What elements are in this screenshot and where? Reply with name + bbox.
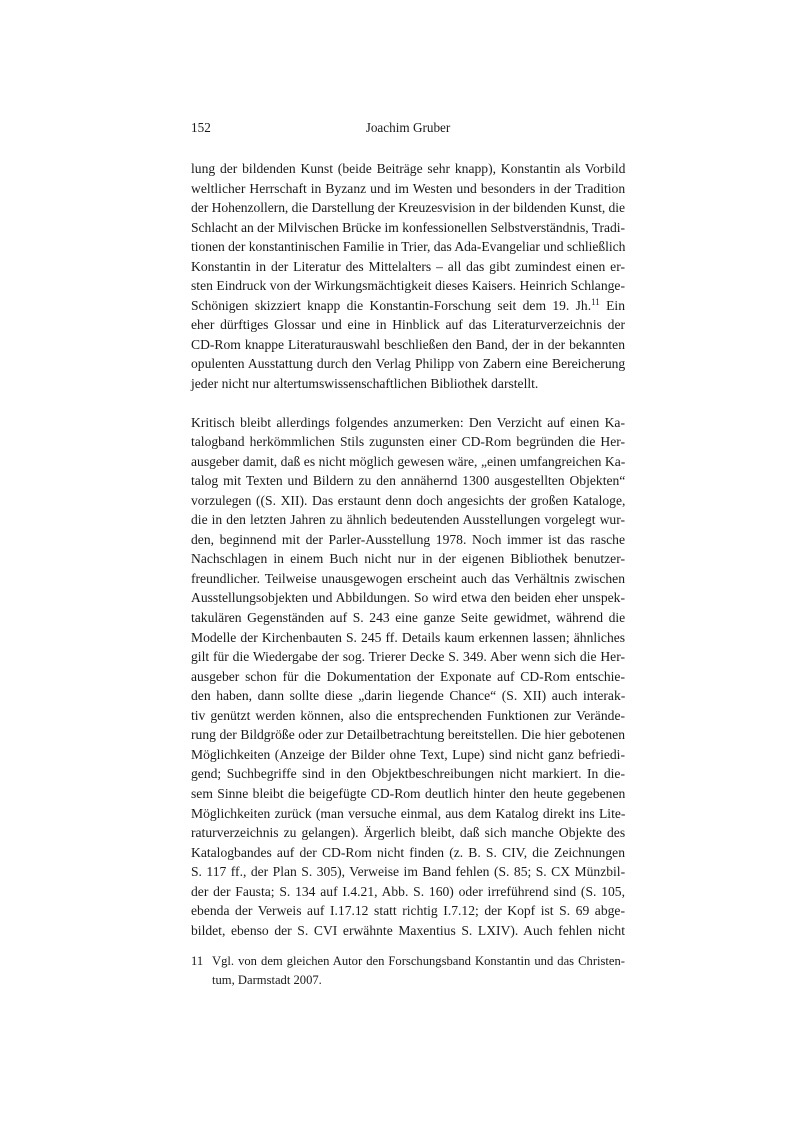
- text-line: die in den letzten Jahren zu ähnlich bedeutenden Ausstellungen vorgelegt wur-: [191, 512, 625, 528]
- text-line: Ausstellungsobjekten und Abbildungen. So wird etwa den beiden eher unspek-: [191, 590, 625, 606]
- running-title: Joachim Gruber: [365, 120, 451, 135]
- text-line: der der Fausta; S. 134 auf I.4.21, Abb. S. 160) oder irreführend sind (S. 105,: [191, 883, 625, 899]
- text-line: ausgeber damit, daß es nicht möglich gewesen wäre, „einen umfangreichen Ka-: [191, 453, 626, 469]
- text-line: opulenten Ausstattung durch den Verlag Philipp von Zabern eine Bereicherung: [191, 356, 626, 372]
- text-line: Nachschlagen in einem Buch nicht nur in der eigenen Bibliothek benutzer-: [191, 551, 625, 567]
- text-line: den, beginnend mit der Parler-Ausstellung 1978. Noch immer ist das rasche: [191, 531, 625, 547]
- text-line: ebenda der Verweis auf I.17.12 statt richtig I.7.12; der Kopf ist S. 69 abge-: [191, 903, 625, 919]
- text-line: jeder nicht nur altertumswissenschaftlichen Bibliothek darstellt.: [191, 376, 539, 392]
- footnote-number: 11: [191, 954, 204, 969]
- text-line: Möglichkeiten zurück (man versuche einmal, aus dem Katalog direkt ins Lite-: [191, 805, 626, 821]
- footnote-text: [212, 952, 625, 989]
- text-line: eher dürftiges Glossar und eine in Hinblick auf das Literaturverzeichnis der: [191, 317, 625, 333]
- text-line: talogband herkömmlichen Stils zugunsten einer CD-Rom begründen die Her-: [191, 434, 626, 450]
- text-line: den haben, dann sollte diese „darin liegende Chance“ (S. XII) auch interak-: [191, 688, 626, 704]
- page-number: 152: [191, 120, 211, 135]
- text-line: tum, Darmstadt 2007.: [212, 972, 322, 987]
- text-line: Konstantin in der Literatur des Mittelalters – all das gibt zumindest einen er-: [191, 258, 625, 274]
- text-line: talog mit Texten und Bildern zu den annähernd 1300 ausgestellten Objekten“: [191, 473, 626, 489]
- text-line: tiv genützt werden können, also die entsprechenden Funktionen zur Verände-: [191, 707, 625, 723]
- text-line: gend; Suchbegriffe sind in den Objektbeschreibungen nicht markiert. In die-: [191, 766, 625, 782]
- text-line: S. 117 ff., der Plan S. 305), Verweise im Band fehlen (S. 85; S. CX Münzbil-: [191, 864, 626, 880]
- text-line: bildet, ebenso der S. CVI erwähnte Maxentius S. LXIV). Auch fehlen nicht: [191, 922, 625, 938]
- running-head: [191, 118, 625, 138]
- text-line: rung der Bildgröße oder zur Detailbetrachtung bereitstellen. Die hier gebotenen: [191, 727, 625, 743]
- page: [191, 118, 625, 989]
- text-line: lung der bildenden Kunst (beide Beiträge sehr knapp), Konstantin als Vorbild: [191, 161, 626, 176]
- text-line: ausgeber schon für die Dokumentation der Exponate auf CD-Rom entschie-: [191, 668, 625, 684]
- text-line: Katalogbandes auf der CD-Rom nicht finden (z. B. S. CIV, die Zeichnungen: [191, 844, 625, 860]
- text-line: Schlacht an der Milvischen Brücke im konfessionellen Selbstverständnis, Tradi-: [191, 219, 626, 235]
- text-line: takulären Gegenständen auf S. 243 eine ganze Seite gewidmet, während die: [191, 610, 626, 626]
- paragraph-2: [191, 413, 625, 941]
- footnote: [191, 952, 625, 989]
- text-segment: Ein: [599, 297, 625, 313]
- text-line-with-footnote: [191, 296, 625, 316]
- text-segment: Schönigen skizziert knapp die Konstantin-Forschung seit dem 19. Jh.: [191, 297, 592, 313]
- footnote-ref[interactable]: 11: [591, 296, 600, 307]
- body-text: [191, 159, 625, 940]
- text-line: Kritisch bleibt allerdings folgendes anzumerken: Den Verzicht auf einen Ka-: [191, 414, 625, 430]
- text-line: sem Sinne bleibt die beigefügte CD-Rom deutlich hinter den heute gegebenen: [191, 785, 626, 801]
- text-line: Modelle der Kirchenbauten S. 245 ff. Details kaum erkennen lassen; ähnliches: [191, 629, 626, 645]
- text-line: sten Eindruck von der Wirkungsmächtigkeit dieses Kaisers. Heinrich Schlange-: [191, 278, 625, 294]
- text-line: Möglichkeiten (Anzeige der Bilder ohne Text, Lupe) sind nicht ganz befriedi-: [191, 746, 625, 762]
- text-line: freundlicher. Teilweise unausgewogen erscheint auch das Verhältnis zwischen: [191, 570, 625, 586]
- text-line: Vgl. von dem gleichen Autor den Forschungsband Konstantin und das Christen-: [212, 954, 625, 969]
- text-line: gilt für die Wiedergabe der sog. Trierer Decke S. 349. Aber wenn sich die Her-: [191, 649, 625, 665]
- text-line: vorzulegen ((S. XII). Das erstaunt denn doch angesichts der großen Kataloge,: [191, 492, 626, 508]
- paragraph-1: [191, 159, 625, 394]
- text-line: weltlicher Herrschaft in Byzanz und im Westen und besonders in der Tradition: [191, 180, 626, 196]
- text-line: CD-Rom knappe Literaturauswahl beschließen den Band, der in der bekannten: [191, 336, 625, 352]
- text-line: der Hohenzollern, die Darstellung der Kreuzesvision in der bildenden Kunst, die: [191, 200, 625, 216]
- footnotes: [191, 952, 625, 989]
- text-line: raturverzeichnis zu gelangen). Ärgerlich bleibt, daß sich manche Objekte des: [191, 825, 626, 841]
- text-line: tionen der konstantinischen Familie in Trier, das Ada-Evangeliar und schließlich: [191, 239, 626, 255]
